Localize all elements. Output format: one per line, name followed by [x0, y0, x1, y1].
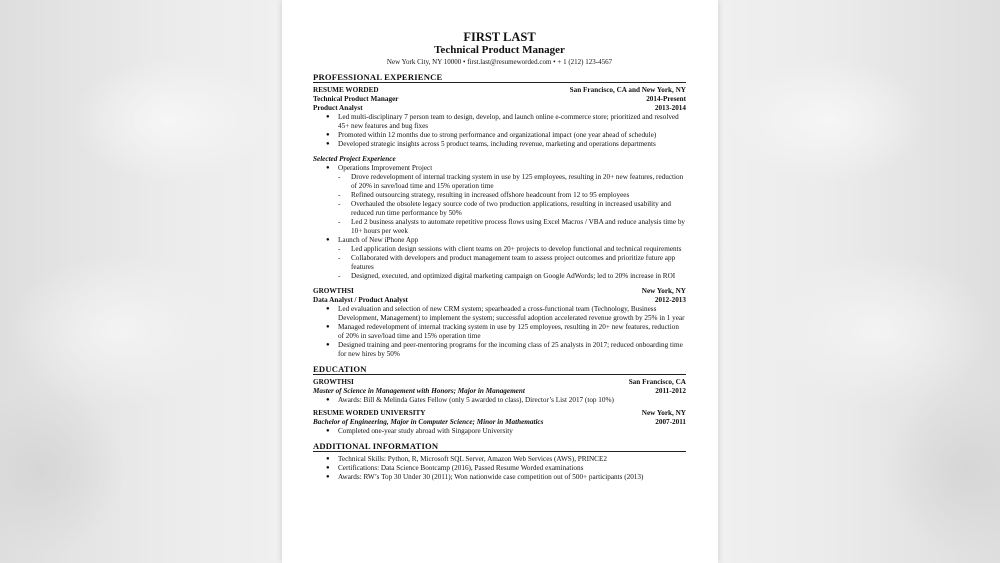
- project-list: [313, 164, 686, 281]
- bullet-item: ● Developed strategic insights across 5 product teams, including revenue, marketing and operations departments: [313, 140, 686, 149]
- blurred-background-right: [718, 0, 1000, 563]
- bullet-item: ● Led multi-disciplinary 7 person team to design, develop, and launch online e-commerce store; prioritized and resolved 45+ new features and bug fixes: [313, 113, 686, 131]
- role-title: Data Analyst / Product Analyst: [313, 296, 408, 304]
- project-title: ● Launch of New iPhone App: [313, 236, 686, 245]
- degree-title: Bachelor of Engineering, Major in Computer Science; Minor in Mathematics: [313, 418, 544, 426]
- edu-bullets: [313, 396, 686, 405]
- job-header: [313, 287, 686, 296]
- projects-heading: Selected Project Experience: [313, 155, 396, 163]
- job-location: San Francisco, CA and New York, NY: [569, 86, 686, 94]
- bullet-item: ● Completed one-year study abroad with Singapore University: [313, 427, 686, 436]
- bullet-item: ● Awards: Bill & Melinda Gates Fellow (only 5 awarded to class), Director’s List 2017 (top 10%): [313, 396, 686, 405]
- project-detail: - Designed, executed, and optimized digital marketing campaign on Google AdWords; led to 20% increase in ROI: [313, 272, 686, 281]
- bullet-item: ● Certifications: Data Science Bootcamp (2016), Passed Resume Worded examinations: [313, 464, 686, 473]
- degree-dates: 2011-2012: [655, 387, 686, 395]
- project-title: ● Operations Improvement Project: [313, 164, 686, 173]
- role-dates: 2013-2014: [654, 104, 686, 112]
- project-detail: - Collaborated with developers and product management team to assess project outcomes and prioritize future app features: [313, 254, 686, 272]
- bullet-item: ● Managed redevelopment of internal tracking system in use by 125 employees, resulting in 20+ new features, reduction of 20% in save/load time and 15% operation time: [313, 323, 686, 341]
- degree-row: [313, 418, 686, 427]
- school-header: [313, 378, 686, 387]
- bullet-item: ● Promoted within 12 months due to strong performance and organizational impact (one year ahead of schedule): [313, 131, 686, 140]
- candidate-name: FIRST LAST: [463, 30, 536, 44]
- role-dates: 2014-Present: [646, 95, 686, 103]
- project-detail: - Drove redevelopment of internal tracking system in use by 125 employees, resulting in 20+ new features, reduction of 20% in save/load time and 15% operation time: [313, 173, 686, 191]
- school-name: RESUME WORDED UNIVERSITY: [313, 409, 426, 417]
- role-dates: 2012-2013: [654, 296, 686, 304]
- bullet-item: ● Technical Skills: Python, R, Microsoft SQL Server, Amazon Web Services (AWS), PRINCE2: [313, 455, 686, 464]
- project-detail: - Overhauled the obsolete legacy source code of two production applications, resulting in increased usability and reduced run time performance by 50%: [313, 200, 686, 218]
- candidate-title: Technical Product Manager: [434, 44, 565, 56]
- school-header: [313, 409, 686, 418]
- degree-dates: 2007-2011: [655, 418, 686, 426]
- contact-line: New York City, NY 10000 • first.last@resumeworded.com • + 1 (212) 123-4567: [386, 58, 613, 66]
- bullet-item: ● Awards: RW’s Top 30 Under 30 (2011); Won nationwide case competition out of 500+ participants (2013): [313, 473, 686, 482]
- school-name: GROWTHSI: [313, 378, 354, 386]
- resume-content: [313, 30, 686, 482]
- project-detail: - Led application design sessions with client teams on 20+ projects to develop functional and technical requirements: [313, 245, 686, 254]
- section-additional: ADDITIONAL INFORMATION: [313, 441, 686, 452]
- job-bullets: [313, 113, 686, 149]
- project-detail: - Led 2 business analysts to automate repetitive process flows using Excel Macros / VBA and reduce analysis time by 10+ hours per week: [313, 218, 686, 236]
- edu-bullets: [313, 427, 686, 436]
- school-location: San Francisco, CA: [628, 378, 686, 386]
- company-name: GROWTHSI: [313, 287, 354, 295]
- job-location: New York, NY: [641, 287, 686, 295]
- role-title: Product Analyst: [313, 104, 363, 112]
- bullet-item: ● Designed training and peer-mentoring programs for the incoming class of 25 analysts in 2017; reduced onboarding time for new hires by 50%: [313, 341, 686, 359]
- blurred-background-left: [0, 0, 282, 563]
- degree-title: Master of Science in Management with Honors; Major in Management: [313, 387, 525, 395]
- role-row: [313, 296, 686, 305]
- section-education: EDUCATION: [313, 364, 686, 375]
- school-location: New York, NY: [641, 409, 686, 417]
- job-header: [313, 86, 686, 95]
- role-row: [313, 95, 686, 104]
- job-bullets: [313, 305, 686, 359]
- project-detail: - Refined outsourcing strategy, resulting in increased offshore headcount from 12 to 95 employees: [313, 191, 686, 200]
- company-name: RESUME WORDED: [313, 86, 379, 94]
- section-experience: PROFESSIONAL EXPERIENCE: [313, 72, 686, 83]
- role-title: Technical Product Manager: [313, 95, 399, 103]
- resume-page: [282, 0, 718, 563]
- role-row: [313, 104, 686, 113]
- additional-list: [313, 455, 686, 482]
- degree-row: [313, 387, 686, 396]
- bullet-item: ● Led evaluation and selection of new CRM system; spearheaded a cross-functional team (Technology, Business Development, Management) to implement the system; successful adoption accelerated revenue growth by 25% in 1 year: [313, 305, 686, 323]
